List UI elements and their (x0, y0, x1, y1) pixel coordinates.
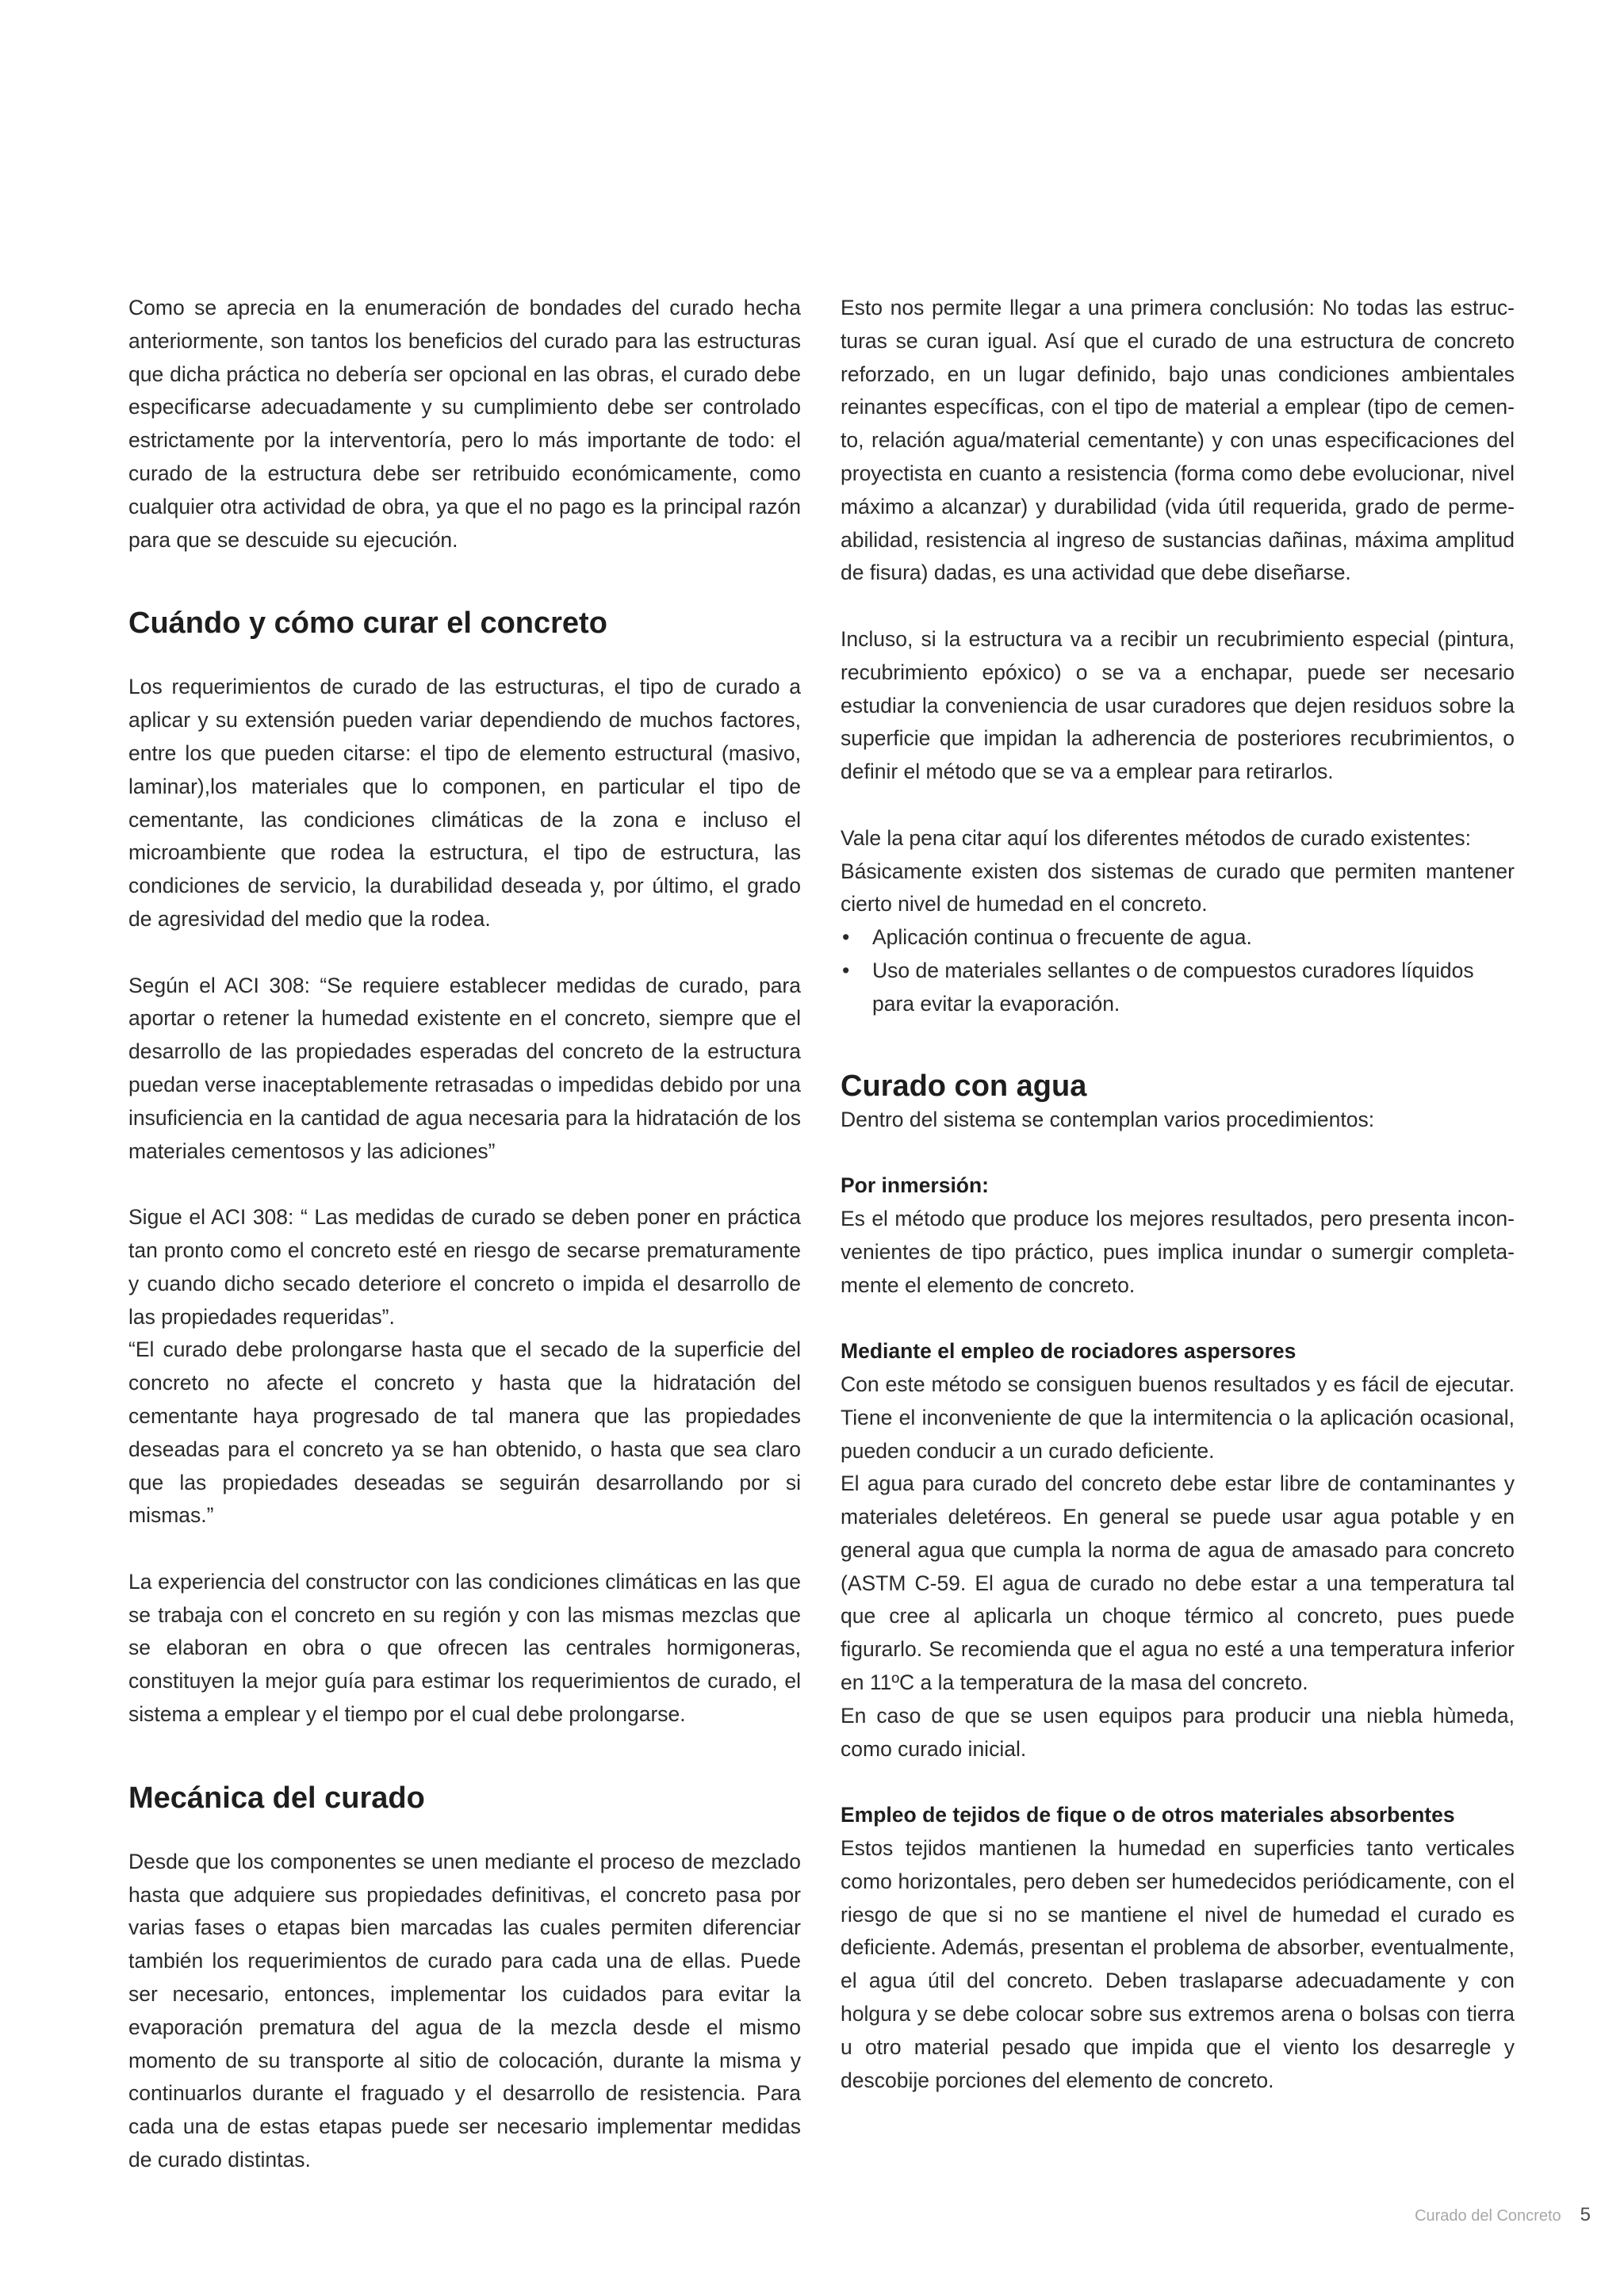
paragraph-rociadores: Con este método se consiguen buenos resultados y es fácil de ejecutar. Tiene el inconveniente de que la intermitencia o la aplicación ocasional, pueden conducir a un curado deficiente. (841, 1372, 1515, 1463)
subheading-por-inmersion: Por inmersión: (841, 1173, 990, 1198)
list-item-text: Uso de materiales sellantes o de compuestos curadores líquidos para evitar la evaporación. (872, 958, 1474, 1016)
paragraph-requerimientos: Los requerimientos de curado de las estructuras, el tipo de curado a aplicar y su extensión pueden variar dependiendo de muchos factores, entre los que pueden citarse: el tipo de elemento estructural (masivo, laminar),los materiales que lo componen, en particular el tipo de cementante, las condiciones climáticas de la zona e incluso el microambiente que rodea la estructura, el tipo de estructura, las condiciones de servicio, la durabilidad deseada y, por último, el grado de agresividad del medio que la rodea. (128, 675, 801, 931)
paragraph-niebla-humeda: En caso de que se usen equipos para producir una niebla hùmeda, como curado inicial. (841, 1703, 1515, 1761)
paragraph-prolongar-curado: “El curado debe prolongarse hasta que el secado de la superficie del concreto no afecte el concreto y hasta que la hidratación del cementante haya progresado de tal manera que las propiedades deseadas para el concreto ya se han obtenido, o hasta que sea claro que las propiedades deseadas se seguirán desarrollando por si mismas.” (128, 1337, 801, 1528)
paragraph-procedimientos: Dentro del sistema se contemplan varios procedimientos: (841, 1107, 1375, 1131)
list-item (841, 955, 1515, 1021)
heading-mecanica-curado: Mecánica del curado (128, 1781, 425, 1815)
right-column (841, 292, 1515, 2097)
left-column (128, 292, 801, 2177)
list-item-text: Aplicación continua o frecuente de agua. (872, 925, 1252, 950)
paragraph-experiencia-constructor: La experiencia del constructor con las condiciones climáticas en las que se trabaja con el concreto en su región y con las mismas mezclas que se elaboran en obra o que ofrecen las centrales hormigoneras, constituyen la mejor guía para estimar los requerimientos de curado, el sistema a emplear y el tiempo por el cual debe prolongarse. (128, 1569, 801, 1727)
heading-cuando-como-curar: Cuándo y cómo curar el concreto (128, 607, 607, 641)
paragraph-aci308-continued: Sigue el ACI 308: “ Las medidas de curado se deben poner en práctica tan pronto como el concreto esté en riesgo de secarse prematuramente y cuando dicho secado deteriore el concreto o impida el desarrollo de las propiedades requeridas”. (128, 1205, 801, 1329)
page-footer (1415, 2204, 1591, 2236)
page-number: 5 (1580, 2204, 1591, 2225)
heading-curado-con-agua: Curado con agua (841, 1069, 1087, 1103)
paragraph-recubrimiento: Incluso, si la estructura va a recibir un recubrimiento especial (pintura, recubrimiento epóxico) o se va a enchapar, puede ser necesario estudiar la conveniencia de usar curadores que dejen residuos sobre la superficie que impidan la adherencia de posteriores recubrimientos, o definir el método que se va a emplear para retirarlos. (841, 626, 1515, 784)
paragraph-mecanica: Desde que los componentes se unen mediante el proceso de mezclado hasta que adquiere sus propiedades definitivas, el concreto pasa por varias fases o etapas bien marcadas las cuales permiten diferenciar también los requerimientos de curado para cada una de ellas. Puede ser necesario, entonces, implementar los cuidados para evitar la evaporación prematura del agua de la mezcla desde el mismo momento de su transporte al sitio de colocación, durante la misma y continuarlos durante el fraguado y el desarrollo de resistencia. Para cada una de estas etapas puede ser necesario implementar medidas de curado distintas. (128, 1849, 801, 2172)
paragraph-metodos-intro: Vale la pena citar aquí los diferentes métodos de curado existentes: (841, 825, 1471, 850)
bullet-list-sistemas (841, 921, 1515, 1020)
paragraph-tejidos: Estos tejidos mantienen la humedad en superficies tanto verticales como horizontales, pero deben ser humedecidos periódicamente, con el riesgo de que si no se mantiene el nivel de humedad el curado es deficiente. Además, presentan el problema de absorber, eventualmente, el agua útil del concreto. Deben traslaparse adecuadamente y con holgura y se debe colocar sobre sus extremos arena o bolsas con tierra u otro material pesado que impida que el viento los desarregle y descobije porciones del elemento de concreto. (841, 1836, 1515, 2092)
bullet-icon: • (842, 958, 850, 982)
subheading-rociadores: Mediante el empleo de rociadores aspersores (841, 1339, 1297, 1364)
paragraph-primera-conclusion: Esto nos permite llegar a una primera conclusión: No todas las estructuras se curan igual. Así que el curado de una estructura de concreto reforzado, en un lugar definido, bajo unas condiciones ambientales reinantes específicas, con el tipo de material a emplear (tipo de cemento, relación agua/material cementante) y con unas especificaciones del proyectista en cuanto a resistencia (forma como debe evolucionar, nivel máximo a alcanzar) y durabilidad (vida útil requerida, grado de permeabilidad, resistencia al ingreso de sustancias dañinas, máxima amplitud de fisura) dadas, es una actividad que debe diseñarse. (841, 296, 1515, 585)
paragraph-intro: Como se aprecia en la enumeración de bondades del curado hecha anteriormente, son tantos los beneficios del curado para las estructuras que dicha práctica no debería ser opcional en las obras, el curado debe especificarse adecuadamente y su cumplimiento debe ser controlado estrictamente por la interventoría, pero lo más importante de todo: el curado de la estructura debe ser retribuido económicamente, como cualquier otra actividad de obra, ya que el no pago es la principal razón para que se descuide su ejecución. (128, 296, 801, 552)
footer-title: Curado del Concreto (1415, 2207, 1561, 2225)
paragraph-inmersion: Es el método que produce los mejores resultados, pero presenta inconvenientes de tipo práctico, pues implica inundar o sumergir completamente el elemento de concreto. (841, 1206, 1515, 1297)
paragraph-aci308-quote: Según el ACI 308: “Se requiere establecer medidas de curado, para aportar o retener la humedad existente en el concreto, siempre que el desarrollo de las propiedades esperadas del concreto de la estructura puedan verse inaceptablemente retrasadas o impedidas debido por una insuficiencia en la cantidad de agua necesaria para la hidratación de los materiales cementosos y las adiciones” (128, 973, 801, 1163)
bullet-icon: • (842, 925, 850, 950)
paragraph-sistemas-curado: Básicamente existen dos sistemas de curado que permiten mantener cierto nivel de humedad en el concreto. (841, 859, 1515, 916)
subheading-tejidos-fique: Empleo de tejidos de fique o de otros materiales absorbentes (841, 1803, 1455, 1827)
paragraph-agua-curado: El agua para curado del concreto debe estar libre de contaminantes y materiales deletéreos. En general se puede usar agua potable y en general agua que cumpla la norma de agua de amasado para concreto (ASTM C-59. El agua de curado no debe estar a una temperatura tal que cree al aplicarla un choque térmico al concreto, pues puede figurarlo. Se recomienda que el agua no esté a una temperatura inferior en 11ºC a la temperatura de la masa del concreto. (841, 1471, 1515, 1695)
list-item (841, 921, 1515, 955)
